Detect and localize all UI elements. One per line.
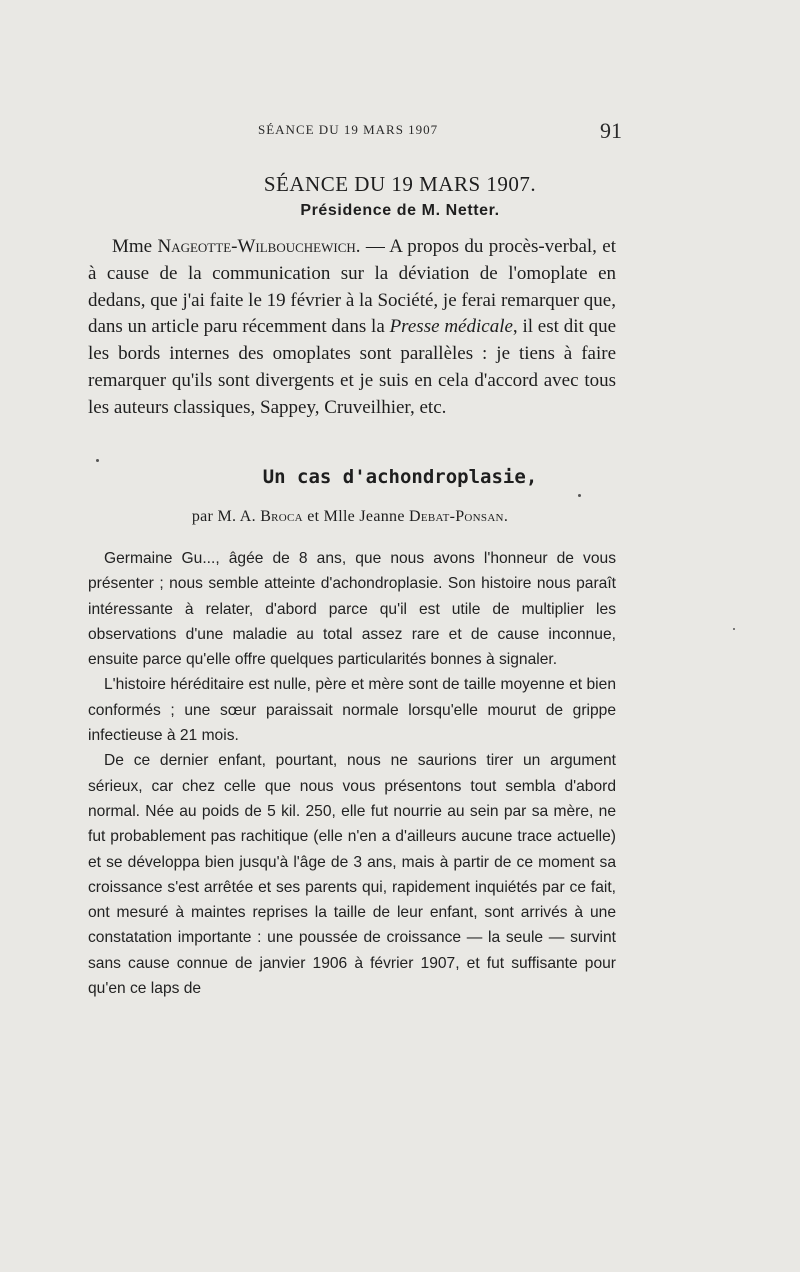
article-body: [88, 546, 616, 1001]
article-title: Un cas d'achondroplasie,: [262, 466, 538, 488]
page-number: 91: [600, 118, 622, 143]
minutes-remark: [88, 234, 616, 422]
remark-paragraph: [88, 234, 616, 422]
article-byline: [0, 508, 700, 526]
journal-citation: Presse médicale: [389, 316, 513, 338]
byline-suffix: .: [503, 508, 509, 525]
running-title: SÉANCE DU 19 MARS 1907: [258, 122, 439, 137]
byline-prefix: par M. A.: [191, 508, 261, 525]
presidency-line: Présidence de M. Netter.: [300, 202, 500, 219]
author-broca: Broca: [260, 508, 303, 525]
speaker-prefix: Mme: [112, 236, 158, 257]
article-paragraph: L'histoire héréditaire est nulle, père et mère sont de taille moyenne et bien conformés ; une sœur paraissait normale lorsqu'elle mourut de grippe infectieuse à 21 mois.: [88, 676, 616, 745]
session-title: SÉANCE DU 19 MARS 1907.: [263, 172, 537, 196]
article-paragraph: De ce dernier enfant, pourtant, nous ne saurions tirer un argument sérieux, car chez celle que nous vous présentons tout sembla d'abord normal. Née au poids de 5 kil. 250, elle fut nourrie au sein par sa mère, ne fut probablement pas rachitique (elle n'en a d'ailleurs aucune trace actuelle) et se développa bien jusqu'à l'âge de 3 ans, mais à partir de ce moment sa croissance s'est arrêtée et ses parents qui, rapidement inquiétés par ce fait, ont mesuré à maintes reprises la taille de leur enfant, sont arrivés à une constatation importante : une poussée de croissance — la seule — survint sans cause connue de janvier 1906 à février 1907, et fut suffisante pour qu'en ce laps de: [88, 752, 616, 998]
print-speck: [96, 459, 99, 462]
remark-text-end: , il est dit que les bords internes des omoplates sont parallèles : je tiens à faire remarquer qu'ils sont divergents et je suis en cela d'accord avec tous les auteurs classiques, Sappey, Cruveilhier, etc.: [88, 316, 616, 418]
print-speck: [733, 628, 735, 630]
byline-middle: et Mlle Jeanne: [302, 508, 410, 525]
speaker-name: Nageotte-Wilbouchewich: [157, 236, 356, 257]
running-header: [0, 118, 800, 142]
author-debat-ponsan: Debat-Ponsan: [409, 508, 504, 525]
print-speck: [578, 494, 581, 497]
remark-text: . — A propos du procès-verbal, et à cause de la communication sur la déviation de l'omoplate en dedans, que j'ai faite le 19 février à la Société, je ferai remarquer que, dans un article paru récemment dans la: [88, 236, 616, 338]
article-paragraph: Germaine Gu..., âgée de 8 ans, que nous avons l'honneur de vous présenter ; nous semble atteinte d'achondroplasie. Son histoire nous paraît intéressante à relater, d'abord parce qu'il est utile de multiplier les observations d'une maladie au total assez rare et de cause inconnue, ensuite parce qu'elle offre quelques particularités bonnes à signaler.: [88, 550, 616, 669]
